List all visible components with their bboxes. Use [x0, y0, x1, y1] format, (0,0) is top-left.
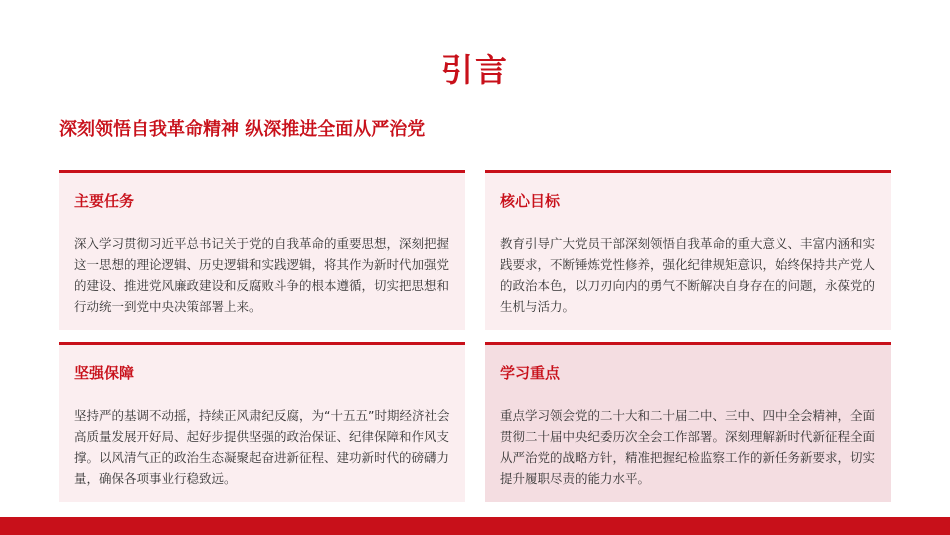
- page-title: 引言: [440, 51, 509, 89]
- card-heading: 主要任务: [74, 192, 135, 210]
- card-study-focus: [485, 342, 891, 502]
- card-body-text: 重点学习领会党的二十大和二十届二中、三中、四中全会精神，全面贯彻二十届中央纪委历次全会工作部署。深刻理解新时代新征程全面从严治党的战略方针，精准把握纪检监察工作的新任务新要求，切实提升履职尽责的能力水平。: [500, 408, 876, 486]
- card-body-text: 深入学习贯彻习近平总书记关于党的自我革命的重要思想，深刻把握这一思想的理论逻辑、历史逻辑和实践逻辑，将其作为新时代加强党的建设、推进党风廉政建设和反腐败斗争的根本遵循，切实把思想和行动统一到党中央决策部署上来。: [74, 236, 450, 314]
- page-subtitle: 深刻领悟自我革命精神 纵深推进全面从严治党: [59, 119, 426, 140]
- card-main-tasks: [59, 170, 465, 330]
- card-heading: 核心目标: [500, 192, 561, 210]
- card-core-goals: [485, 170, 891, 330]
- card-strong-guarantee: [59, 342, 465, 502]
- card-heading: 学习重点: [500, 364, 561, 382]
- card-body-text: 教育引导广大党员干部深刻领悟自我革命的重大意义、丰富内涵和实践要求，不断锤炼党性修养，强化纪律规矩意识，始终保持共产党人的政治本色，以刀刃向内的勇气不断解决自身存在的问题，永葆党的生机与活力。: [500, 236, 876, 314]
- card-body-text: 坚持严的基调不动摇，持续正风肃纪反腐，为“十五五”时期经济社会高质量发展开好局、起好步提供坚强的政治保证、纪律保障和作风支撑。以风清气正的政治生态凝聚起奋进新征程、建功新时代的磅礴力量，确保各项事业行稳致远。: [74, 408, 450, 486]
- bottom-accent-bar: [0, 517, 950, 535]
- card-heading: 坚强保障: [74, 364, 135, 382]
